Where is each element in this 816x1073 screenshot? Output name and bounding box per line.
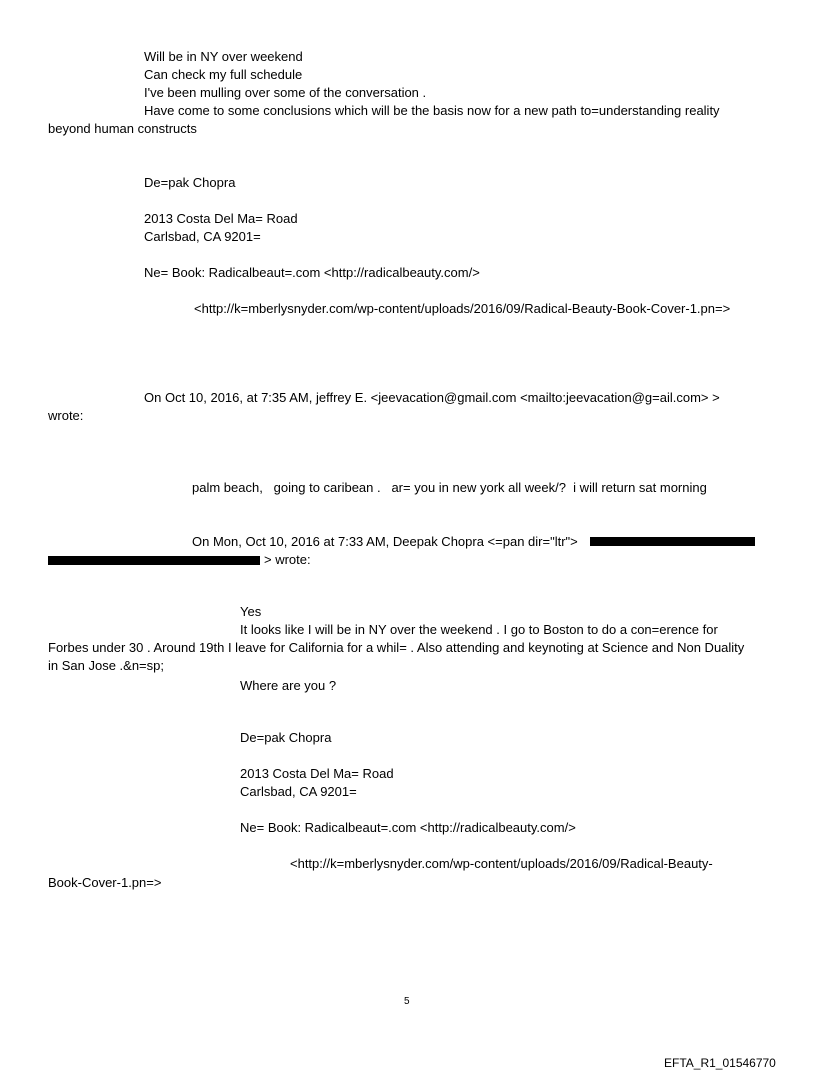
body-line: Yes (240, 604, 262, 619)
signature-city: Carlsbad, CA 9201= (240, 784, 357, 799)
body-line: palm beach, going to caribean . ar= you in new york all week/? i will return sat morning (192, 480, 707, 495)
signature-book-link: Ne= Book: Radicalbeaut=.com <http://radicalbeauty.com/> (144, 265, 480, 280)
quote-header-wrote: wrote: (48, 408, 84, 423)
body-line: in San Jose .&n=sp; (48, 658, 164, 673)
quote-header-wrote: > wrote: (264, 552, 311, 567)
redaction-bar (48, 556, 260, 565)
signature-name: De=pak Chopra (240, 730, 332, 745)
quote-header: On Oct 10, 2016, at 7:35 AM, jeffrey E. <jeevacation@gmail.com <mailto:jeevacation@g=ail.com> > (144, 390, 720, 405)
body-line: Can check my full schedule (144, 67, 303, 82)
body-line: Where are you ? (240, 678, 337, 693)
signature-address: 2013 Costa Del Ma= Road (144, 211, 298, 226)
signature-book-link: Ne= Book: Radicalbeaut=.com <http://radicalbeauty.com/> (240, 820, 576, 835)
signature-name: De=pak Chopra (144, 175, 236, 190)
body-line: Will be in NY over weekend (144, 49, 303, 64)
page-number: 5 (404, 996, 410, 1007)
signature-image-link: <http://k=mberlysnyder.com/wp-content/uploads/2016/09/Radical-Beauty-Book-Cover-1.pn=> (194, 301, 731, 316)
redaction-bar (590, 537, 755, 546)
signature-address: 2013 Costa Del Ma= Road (240, 766, 394, 781)
document-id: EFTA_R1_01546770 (664, 1056, 776, 1070)
body-line: It looks like I will be in NY over the weekend . I go to Boston to do a con=erence for (240, 622, 718, 637)
body-line: I've been mulling over some of the conversation . (144, 85, 427, 100)
body-line: Have come to some conclusions which will be the basis now for a new path to=understanding reality (144, 103, 720, 118)
quote-header: On Mon, Oct 10, 2016 at 7:33 AM, Deepak Chopra <=pan dir="ltr"> (192, 534, 578, 549)
signature-image-link: <http://k=mberlysnyder.com/wp-content/uploads/2016/09/Radical-Beauty- (290, 856, 713, 871)
signature-city: Carlsbad, CA 9201= (144, 229, 261, 244)
signature-image-link-cont: Book-Cover-1.pn=> (48, 875, 162, 890)
body-line: beyond human constructs (48, 121, 197, 136)
body-line: Forbes under 30 . Around 19th I leave for California for a whil= . Also attending and keynoting at Science and Non Duality (48, 640, 745, 655)
